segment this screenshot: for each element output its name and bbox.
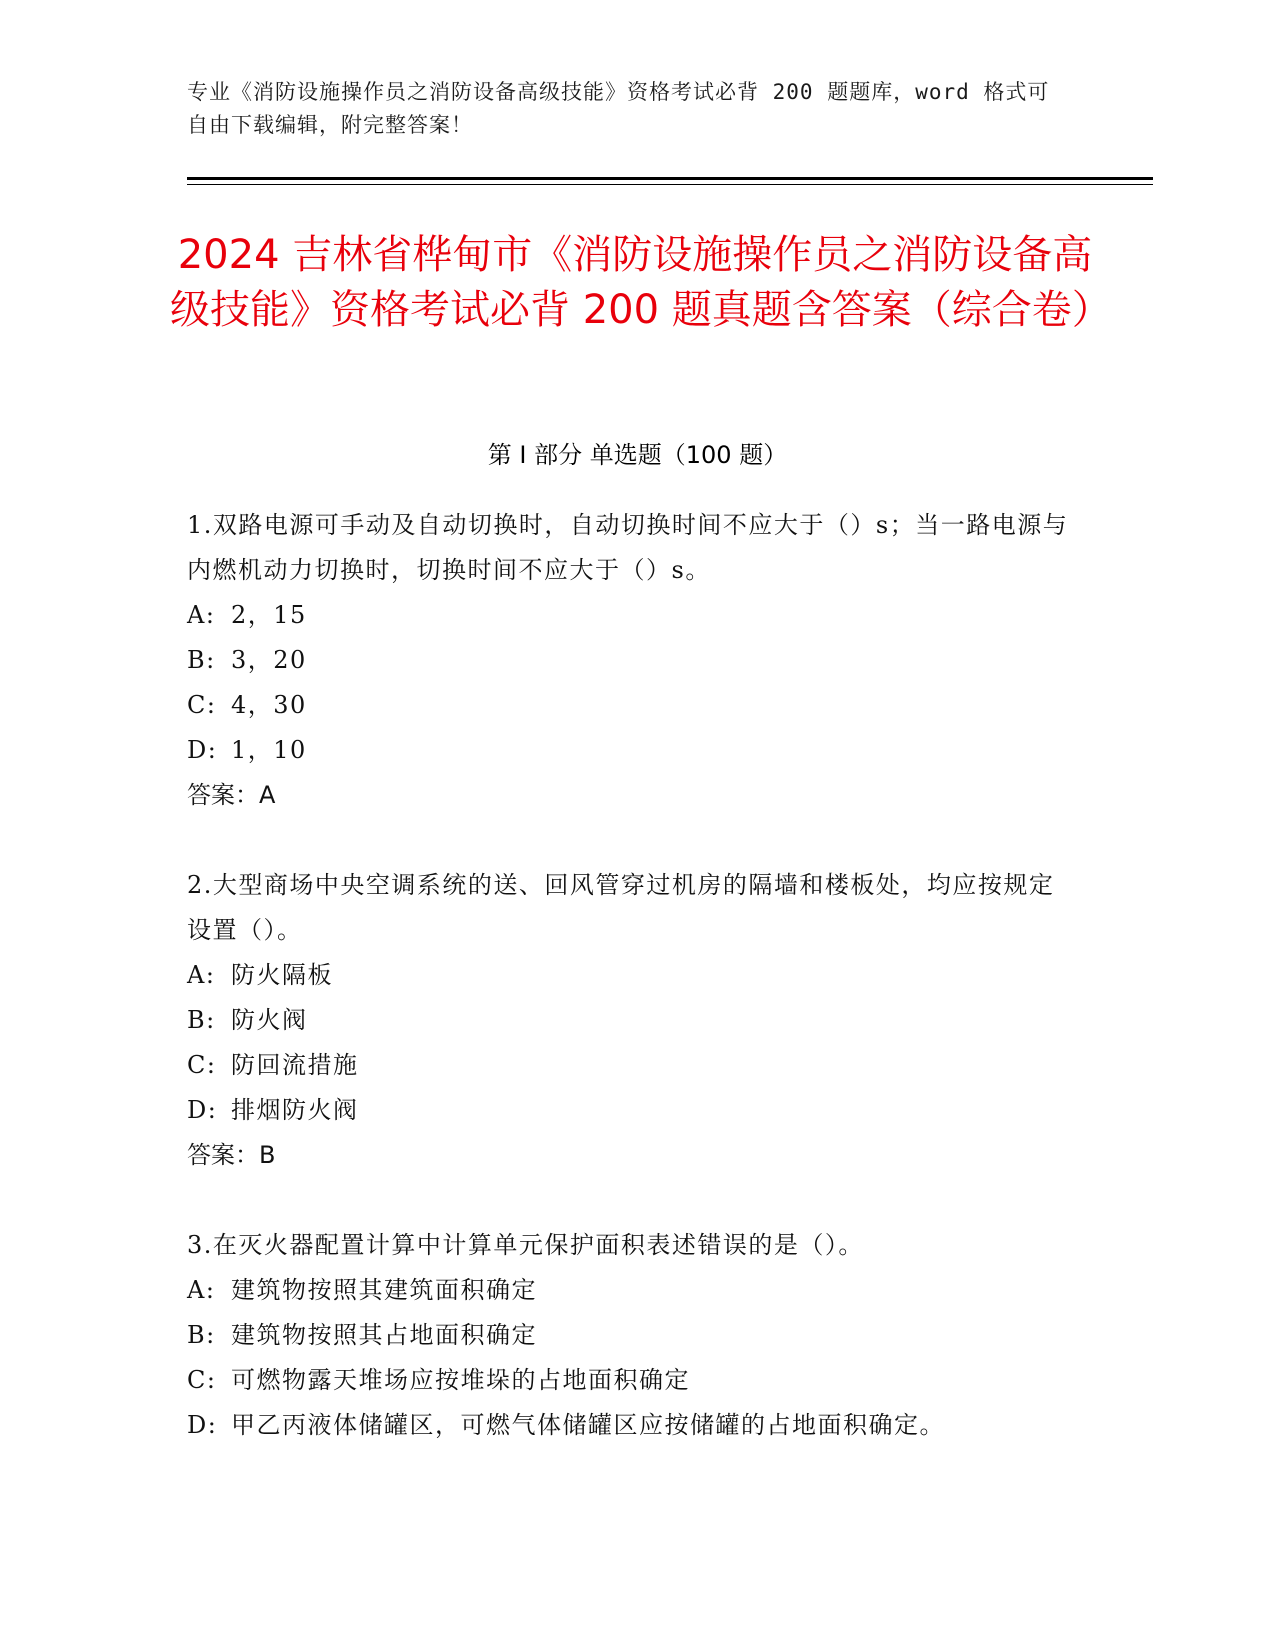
option-letter: B: <box>187 646 216 674</box>
option-c <box>187 1358 1077 1403</box>
option-letter: C: <box>187 1051 217 1079</box>
option-letter: C: <box>187 1366 217 1394</box>
option-a <box>187 953 1077 998</box>
option-letter: D: <box>187 736 218 764</box>
option-b <box>187 998 1077 1043</box>
option-text: 防火隔板 <box>231 961 333 989</box>
option-text: 1，10 <box>231 736 307 764</box>
answer: 答案：B <box>187 1141 276 1169</box>
option-d <box>187 1088 1077 1133</box>
header-note: 专业《消防设施操作员之消防设备高级技能》资格考试必背 200 题题库，word 格式可自由下载编辑，附完整答案！ <box>187 80 1050 137</box>
option-a <box>187 1268 1077 1313</box>
option-c <box>187 1043 1077 1088</box>
option-text: 甲乙丙液体储罐区，可燃气体储罐区应按储罐的占地面积确定。 <box>231 1411 945 1439</box>
question-stem: 3.在灭火器配置计算中计算单元保护面积表述错误的是（）。 <box>187 1231 864 1259</box>
option-d <box>187 1403 1077 1448</box>
question-3 <box>187 1223 1077 1448</box>
option-text: 4，30 <box>231 691 307 719</box>
option-b <box>187 638 1077 683</box>
question-1 <box>187 503 1077 818</box>
option-letter: D: <box>187 1096 218 1124</box>
option-text: 3，20 <box>231 646 307 674</box>
header-divider-thick <box>187 177 1153 180</box>
option-letter: A: <box>187 1276 216 1304</box>
option-letter: A: <box>187 961 216 989</box>
section-heading: 第 I 部分 单选题（100 题） <box>487 441 788 469</box>
option-letter: B: <box>187 1006 216 1034</box>
option-text: 建筑物按照其占地面积确定 <box>231 1321 537 1349</box>
question-stem: 2.大型商场中央空调系统的送、回风管穿过机房的隔墙和楼板处，均应按规定设置（）。 <box>187 871 1055 944</box>
question-stem: 1.双路电源可手动及自动切换时，自动切换时间不应大于（）s；当一路电源与内燃机动力切换时，切换时间不应大于（）s。 <box>187 511 1069 584</box>
answer: 答案：A <box>187 781 276 809</box>
option-letter: C: <box>187 691 217 719</box>
option-text: 排烟防火阀 <box>231 1096 359 1124</box>
option-letter: D: <box>187 1411 218 1439</box>
option-text: 可燃物露天堆场应按堆垛的占地面积确定 <box>231 1366 690 1394</box>
option-text: 防回流措施 <box>231 1051 359 1079</box>
option-letter: B: <box>187 1321 216 1349</box>
option-text: 2，15 <box>231 601 307 629</box>
option-d <box>187 728 1077 773</box>
document-title: 2024 吉林省桦甸市《消防设施操作员之消防设备高级技能》资格考试必背 200 题真题含答案（综合卷） <box>170 232 1112 333</box>
option-letter: A: <box>187 601 216 629</box>
question-2 <box>187 863 1077 1178</box>
option-text: 建筑物按照其建筑面积确定 <box>231 1276 537 1304</box>
option-b <box>187 1313 1077 1358</box>
option-text: 防火阀 <box>231 1006 308 1034</box>
header-divider-thin <box>187 184 1153 185</box>
option-c <box>187 683 1077 728</box>
option-a <box>187 593 1077 638</box>
